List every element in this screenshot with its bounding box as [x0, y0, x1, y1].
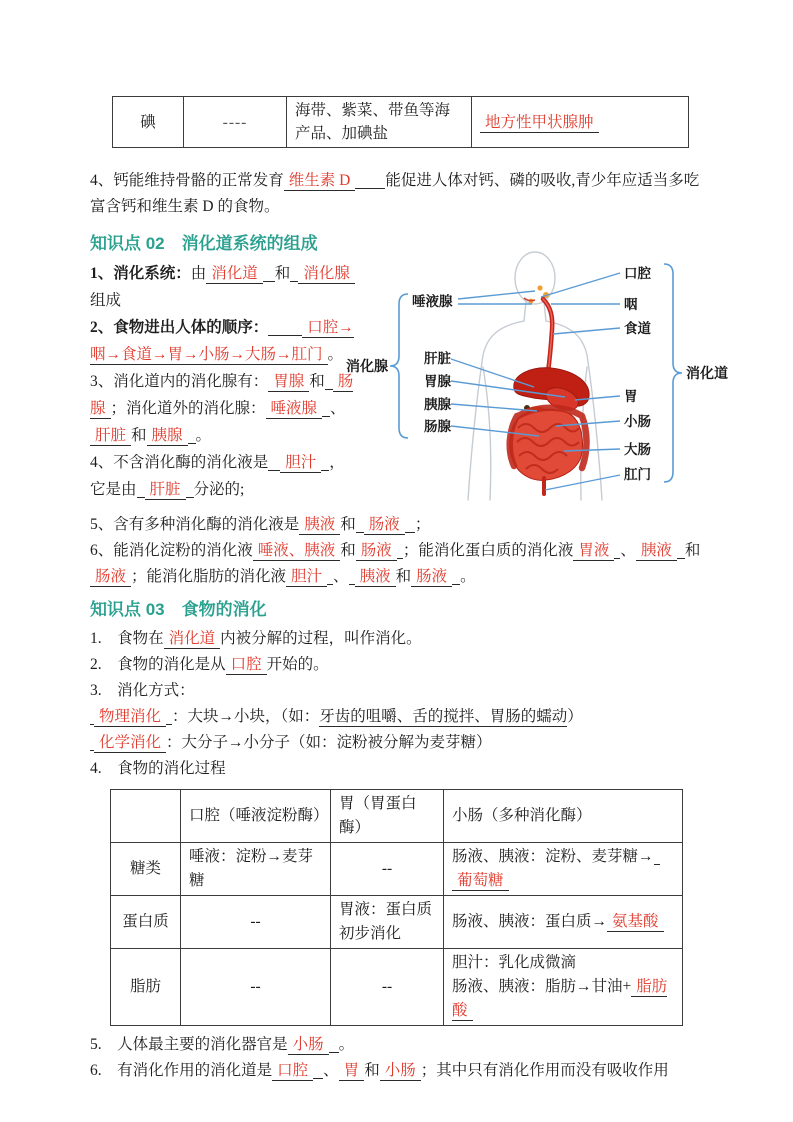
kp02-title: 知识点 02 消化道系统的组成: [90, 234, 318, 253]
table-row-iodine: [113, 97, 689, 148]
label-tract-group: 消化道: [686, 367, 728, 382]
answer-disease: 地方性甲状腺肿: [480, 114, 599, 133]
table-row-fat: [111, 949, 683, 1026]
kp02-item-2: 2、食物进出人体的顺序： 口腔→咽→食道→胃→小肠→大肠→肛门 。: [90, 319, 354, 363]
kp02-item-5: 5、含有多种消化酶的消化液是 胰液 和 肠液 ；: [90, 516, 431, 533]
table-row-protein: [111, 896, 683, 949]
header-small-intestine: 小肠（多种消化酶）: [444, 790, 683, 843]
label-small-intestine: 小肠: [624, 414, 651, 429]
kp03-item-6: 6. 有消化作用的消化道是 口腔 、 胃 和 小肠 ；其中只有消化作用而没有吸收作用: [90, 1062, 669, 1079]
brace-gland: [390, 294, 408, 438]
label-pharynx: 咽: [624, 297, 638, 312]
fat-stomach-cell: --: [331, 949, 444, 1026]
label-stomach: 胃: [624, 389, 638, 404]
kp03-item-4: 4. 食物的消化过程: [90, 760, 226, 777]
label-large-intestine: 大肠: [624, 442, 651, 457]
header-empty: [111, 790, 181, 843]
label-gland-group: 消化腺: [346, 360, 388, 375]
label-liver: 肝脏: [424, 351, 451, 366]
label-pancreas: 胰腺: [424, 397, 451, 412]
label-salivary-gland: 唾液腺: [412, 294, 453, 309]
mineral-table: [112, 96, 689, 148]
label-intestinal-gland: 肠腺: [424, 419, 451, 434]
kp02-item-3: 3、消化道内的消化腺有： 胃腺 和 肠腺 ；消化道外的消化腺： 唾液腺 、肝脏 和 胰腺 。: [90, 373, 354, 444]
label-gastric-gland: 胃腺: [424, 374, 451, 389]
sugars-stomach-cell: --: [331, 843, 444, 896]
row-label-protein: 蛋白质: [111, 896, 181, 949]
protein-intestine-cell: 肠液、胰液：蛋白质→ 氨基酸: [444, 896, 683, 949]
row-label-fat: 脂肪: [111, 949, 181, 1026]
mineral-sources-cell: 海带、紫菜、带鱼等海产品、加碘盐: [287, 97, 472, 148]
mineral-name-cell: 碘: [113, 97, 184, 148]
label-mouth: 口腔: [624, 266, 651, 281]
kp02-item-6: 6、能消化淀粉的消化液 唾液、胰液 和 肠液 ；能消化蛋白质的消化液 胃液 、 胰液 和肠液 ；能消化脂肪的消化液 胆汁 、 胰液 和 肠液 。: [90, 542, 701, 585]
header-stomach: 胃（胃蛋白酶）: [331, 790, 444, 843]
sugars-intestine-cell: 肠液、胰液：淀粉、麦芽糖→葡萄糖: [444, 843, 683, 896]
kp03-item-2: 2. 食物的消化是从 口腔 开始的。: [90, 656, 329, 673]
digestive-system-svg: [338, 248, 750, 512]
kp02-item-4: 4、不含消化酶的消化液是 胆汁 ，它是由 肝脏 分泌的;: [90, 454, 345, 498]
kp02-body: [90, 260, 728, 512]
label-esophagus: 食道: [624, 321, 651, 336]
kp03-item-5: 5. 人体最主要的消化器官是 小肠 。: [90, 1036, 355, 1053]
kp03-item-3-chemical: 化学消化 ：大分子→小分子（如：淀粉被分解为麦芽糖）: [90, 730, 707, 756]
mineral-dash-cell: ----: [184, 97, 287, 148]
kp03-item-3: 3. 消化方式：: [90, 682, 195, 699]
intestine-shape: [510, 408, 587, 481]
brace-tract: [664, 264, 682, 482]
table-row-sugars: [111, 843, 683, 896]
kp03-item-3-physical: 物理消化 ：大块→小块，（如：牙齿的咀嚼、舌的搅拌、胃肠的蠕动）: [90, 704, 707, 730]
kp02-item-1: 1、消化系统：由 消化道 和 消化腺组成: [90, 260, 358, 314]
calcium-paragraph: 4、钙能维持骨骼的正常发育 维生素 D 能促进人体对钙、磷的吸收,青少年应适当多吃富含钙和维生素 D 的食物。: [90, 172, 700, 215]
kp02-left-column: [90, 260, 358, 503]
row-label-sugars: 糖类: [111, 843, 181, 896]
kp03-item-1: 1. 食物在 消化道 内被分解的过程，叫作消化。: [90, 630, 422, 647]
fat-intestine-cell: 胆汁：乳化成微滴 肠液、胰液：脂肪→甘油+ 脂肪酸: [444, 949, 683, 1026]
digestive-system-diagram: [338, 248, 750, 512]
mineral-disease-cell: [472, 97, 689, 148]
sugars-mouth-cell: 唾液：淀粉→麦芽糖: [181, 843, 331, 896]
header-mouth: 口腔（唾液淀粉酶）: [181, 790, 331, 843]
digestion-table-header-row: [111, 790, 683, 843]
protein-stomach-cell: 胃液：蛋白质初步消化: [331, 896, 444, 949]
protein-mouth-cell: --: [181, 896, 331, 949]
fat-mouth-cell: --: [181, 949, 331, 1026]
digestion-table: [110, 789, 683, 1026]
label-anus: 肛门: [624, 467, 651, 482]
kp03-title: 知识点 03 食物的消化: [90, 600, 267, 619]
